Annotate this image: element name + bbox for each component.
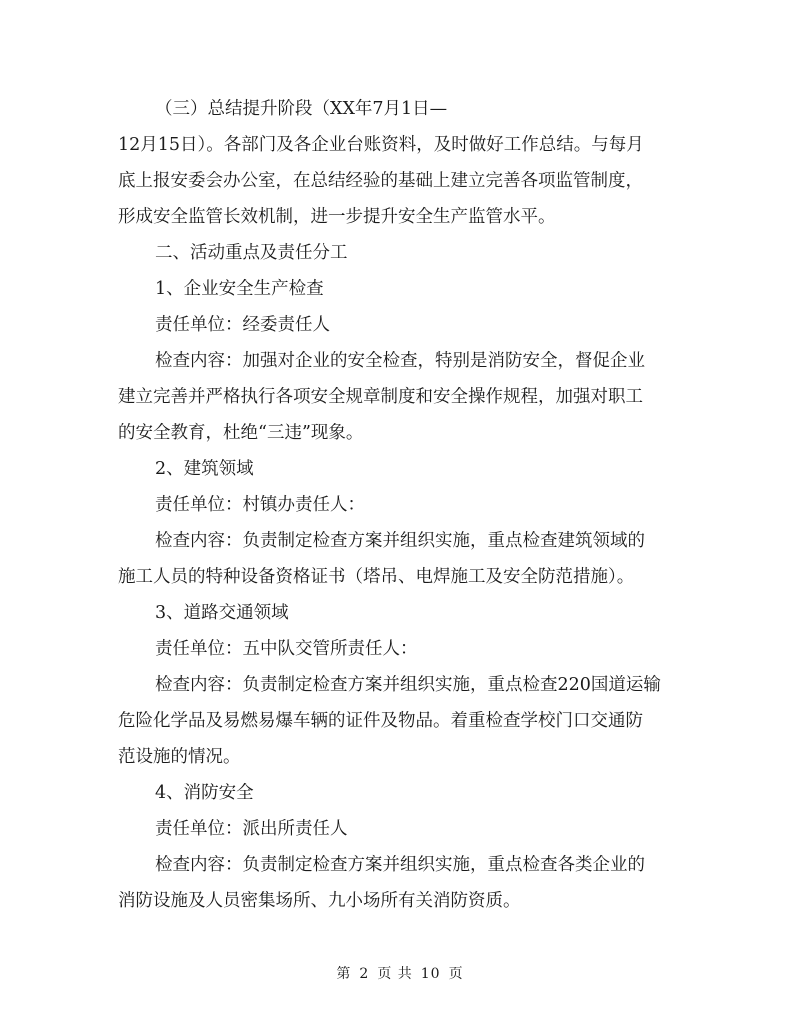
footer-middle: 页 共 xyxy=(377,966,413,982)
text-line: 检查内容：负责制定检查方案并组织实施，重点检查220国道运输 xyxy=(155,675,661,695)
text-line: 检查内容：加强对企业的安全检查，特别是消防安全，督促企业 xyxy=(155,351,645,371)
subsection-heading: 2、建筑领域 xyxy=(155,459,254,479)
page-footer xyxy=(0,962,800,986)
text-line: 危险化学品及易燃易爆车辆的证件及物品。着重检查学校门口交通防 xyxy=(118,711,643,731)
total-pages: 10 xyxy=(420,966,441,982)
text-line: 建立完善并严格执行各项安全规章制度和安全操作规程，加强对职工 xyxy=(118,387,643,407)
subsection-heading: 1、企业安全生产检查 xyxy=(155,279,324,299)
subsection-heading: 4、消防安全 xyxy=(155,783,254,803)
page-number: 2 xyxy=(359,966,370,982)
text-line: 底上报安委会办公室，在总结经验的基础上建立完善各项监管制度， xyxy=(118,171,643,191)
document-body xyxy=(118,91,688,919)
responsible-unit: 责任单位：村镇办责任人： xyxy=(155,495,365,515)
responsible-unit: 责任单位：五中队交管所责任人： xyxy=(155,639,418,659)
text-line: 的安全教育，杜绝“三违”现象。 xyxy=(118,423,364,443)
text-line: 施工人员的特种设备资格证书（塔吊、电焊施工及安全防范措施）。 xyxy=(118,567,635,587)
text-line: 检查内容：负责制定检查方案并组织实施，重点检查建筑领域的 xyxy=(155,531,645,551)
text-line: （三）总结提升阶段（XX年7月1日— xyxy=(155,99,448,119)
text-line: 消防设施及人员密集场所、九小场所有关消防资质。 xyxy=(118,891,521,911)
text-line: 检查内容：负责制定检查方案并组织实施，重点检查各类企业的 xyxy=(155,855,645,875)
footer-suffix: 页 xyxy=(448,966,464,982)
responsible-unit: 责任单位：经委责任人 xyxy=(155,315,330,335)
text-line: 范设施的情况。 xyxy=(118,747,241,767)
text-line: 12月15日）。各部门及各企业台账资料，及时做好工作总结。与每月 xyxy=(118,135,644,155)
subsection-heading: 3、道路交通领域 xyxy=(155,603,289,623)
text-line: 形成安全监管长效机制，进一步提升安全生产监管水平。 xyxy=(118,207,556,227)
footer-prefix: 第 xyxy=(336,966,352,982)
responsible-unit: 责任单位：派出所责任人 xyxy=(155,819,348,839)
section-heading: 二、活动重点及责任分工 xyxy=(155,243,348,263)
